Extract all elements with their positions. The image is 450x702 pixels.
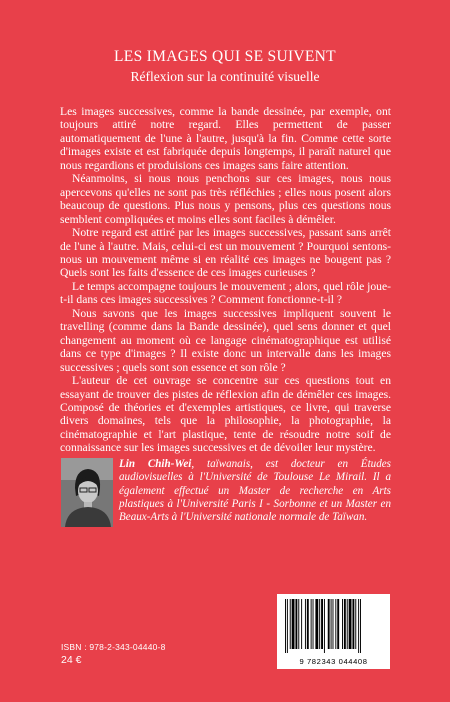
- barcode-bar: [307, 599, 309, 649]
- barcode-bar: [298, 599, 299, 649]
- barcode-bars: [283, 599, 384, 653]
- barcode-bar: [319, 599, 320, 649]
- price: 24 €: [61, 654, 82, 666]
- author-photo: [61, 458, 113, 527]
- barcode-bar: [295, 599, 297, 649]
- barcode-bar: [324, 599, 325, 653]
- paragraph: Notre regard est attiré par les images successives, passant sans arrêt de l'une à l'autre. Mais, celui-ci est un mouvement ? Pourquoi sentons-nous un mouvement même si en réalité ces images ne bougent pas ? Quels sont les faits d'essence de ces images curieuses ?: [60, 226, 391, 280]
- barcode-bar: [337, 599, 339, 649]
- paragraph: L'auteur de cet ouvrage se concentre sur ces questions tout en essayant de trouver des pistes de réflexion afin de démêler ces images. Composé de théories et d'exemples artistiques, ce livre, qui traverse divers domaines, tels que la philosophie, la photographie, la cinématographie et l'art plastique, tente de résoudre notre soif de connaissance sur les images successives et de dévoiler leur mystère.: [60, 374, 391, 455]
- book-title: LES IMAGES QUI SE SUIVENT: [114, 48, 336, 65]
- paragraph: Le temps accompagne toujours le mouvement ; alors, quel rôle joue-t-il dans ces images successives ? Comment fonctionne-t-il ?: [60, 279, 391, 307]
- barcode-bar: [311, 599, 312, 649]
- barcode-bar: [349, 599, 352, 649]
- barcode-bar: [344, 599, 346, 649]
- barcode-bar: [352, 599, 354, 649]
- barcode-bar: [315, 599, 318, 649]
- barcode-bar: [358, 599, 359, 653]
- paragraph: Les images successives, comme la bande dessinée, par exemple, ont toujours attiré notre regard. Elles permettent de passer automatiquement de l'une à l'autre, jusqu'à la fin. Comme cette sorte d'images existe et est fabriquée depuis longtemps, il paraît naturel que nous regardions et produisions ces images sans faire attention.: [60, 105, 391, 172]
- barcode-bar: [328, 599, 330, 649]
- barcode-bar: [347, 599, 348, 649]
- isbn: ISBN : 978-2-343-04440-8: [61, 642, 166, 652]
- barcode-bar: [335, 599, 336, 649]
- barcode-bar: [355, 599, 356, 649]
- barcode-bar: [331, 599, 332, 649]
- barcode-bar: [342, 599, 343, 649]
- barcode-bar: [292, 599, 295, 649]
- barcode-bar: [285, 599, 286, 653]
- author-bio-text: , taïwanais, est docteur en Études audiovisuelles à l'Université de Toulouse Le Mirail. Il a également effectué un Master de recherche en Arts plastiques à l'Université Paris I - Sorbonne et un Master en Beaux-Arts à l'Université nationale normale de Taïwan.: [119, 458, 391, 524]
- barcode: [277, 594, 390, 669]
- back-cover-text: [60, 105, 391, 455]
- barcode-bar: [287, 599, 288, 653]
- barcode-bar: [360, 599, 361, 653]
- author-name: Lin Chih-Wei: [119, 458, 192, 470]
- barcode-bar: [333, 599, 334, 649]
- barcode-number: 9 782343 044408: [299, 657, 368, 666]
- barcode-bar: [301, 599, 302, 649]
- book-subtitle: Réflexion sur la continuité visuelle: [130, 69, 320, 84]
- barcode-bar: [321, 599, 323, 649]
- barcode-bar: [305, 599, 306, 649]
- author-bio: [119, 458, 391, 524]
- barcode-bar: [313, 599, 314, 649]
- paragraph: Nous savons que les images successives impliquent souvent le travelling (comme dans la Bande dessinée), quel sens donner et quel changement au moment où ce langage cinématographique est utilisé dans ce type d'images ? Il existe donc un intervalle dans les images successives ; quels sont son essence et son rôle ?: [60, 306, 391, 374]
- paragraph: Néanmoins, si nous nous penchons sur ces images, nous nous apercevons qu'elles ne sont pas très réfléchies ; elles nous posent alors beaucoup de questions. Plus nous y pensons, plus ces questions nous semblent compliquées et moins elles sont faciles à démêler.: [60, 172, 391, 226]
- barcode-bar: [290, 599, 291, 649]
